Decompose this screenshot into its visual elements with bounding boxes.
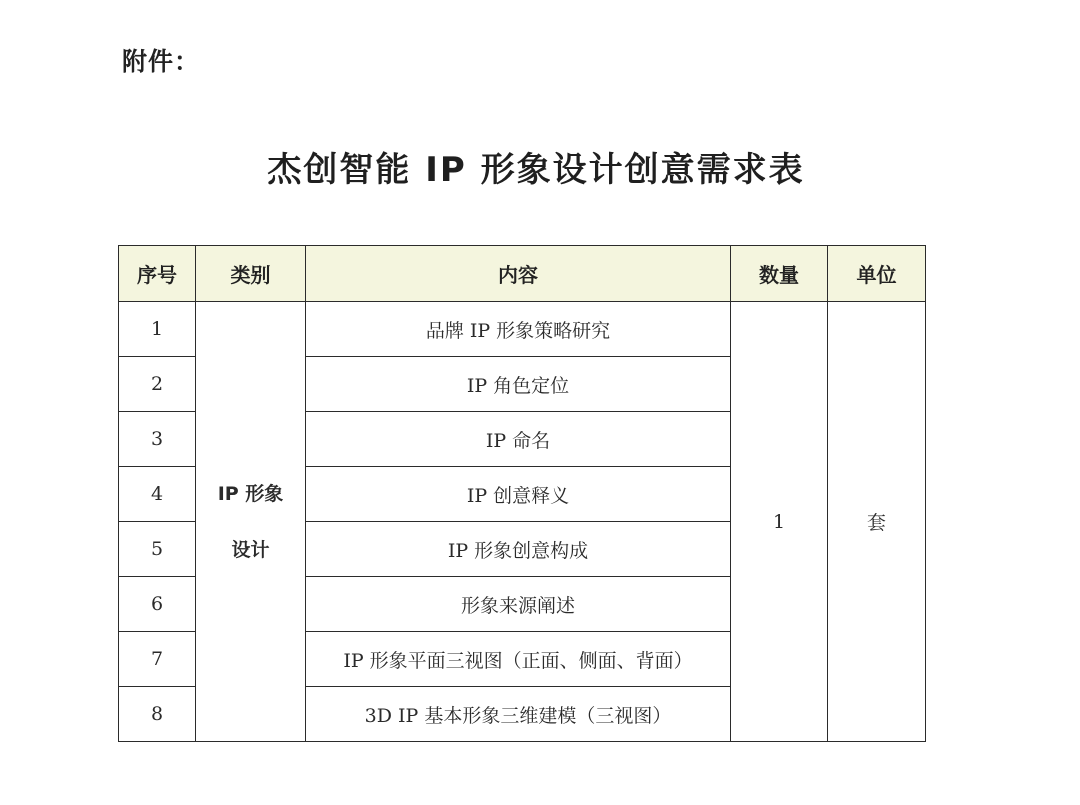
row-seq: 1 bbox=[119, 302, 196, 357]
row-content: IP 命名 bbox=[306, 412, 731, 467]
table-row bbox=[119, 302, 926, 357]
category-line-2: 设计 bbox=[231, 538, 270, 561]
row-content: IP 形象创意构成 bbox=[306, 522, 731, 577]
row-content: 形象来源阐述 bbox=[306, 577, 731, 632]
header-quantity: 数量 bbox=[731, 246, 828, 302]
row-seq: 3 bbox=[119, 412, 196, 467]
row-seq: 5 bbox=[119, 522, 196, 577]
quantity-cell: 1 bbox=[731, 302, 828, 742]
header-seq: 序号 bbox=[119, 246, 196, 302]
row-content: 3D IP 基本形象三维建模（三视图） bbox=[306, 687, 731, 742]
unit-cell: 套 bbox=[828, 302, 926, 742]
row-seq: 8 bbox=[119, 687, 196, 742]
row-content: IP 角色定位 bbox=[306, 357, 731, 412]
row-seq: 7 bbox=[119, 632, 196, 687]
header-content: 内容 bbox=[306, 246, 731, 302]
row-content: IP 形象平面三视图（正面、侧面、背面） bbox=[306, 632, 731, 687]
category-line-1: IP 形象 bbox=[217, 482, 284, 505]
requirements-table bbox=[118, 245, 926, 742]
row-content: 品牌 IP 形象策略研究 bbox=[306, 302, 731, 357]
header-unit: 单位 bbox=[828, 246, 926, 302]
attachment-label: 附件： bbox=[122, 47, 201, 76]
table-header-row bbox=[119, 246, 926, 302]
page-title: 杰创智能 IP 形象设计创意需求表 bbox=[267, 150, 805, 190]
header-category: 类别 bbox=[196, 246, 306, 302]
row-content: IP 创意释义 bbox=[306, 467, 731, 522]
row-seq: 6 bbox=[119, 577, 196, 632]
row-seq: 4 bbox=[119, 467, 196, 522]
category-cell bbox=[196, 302, 306, 742]
row-seq: 2 bbox=[119, 357, 196, 412]
